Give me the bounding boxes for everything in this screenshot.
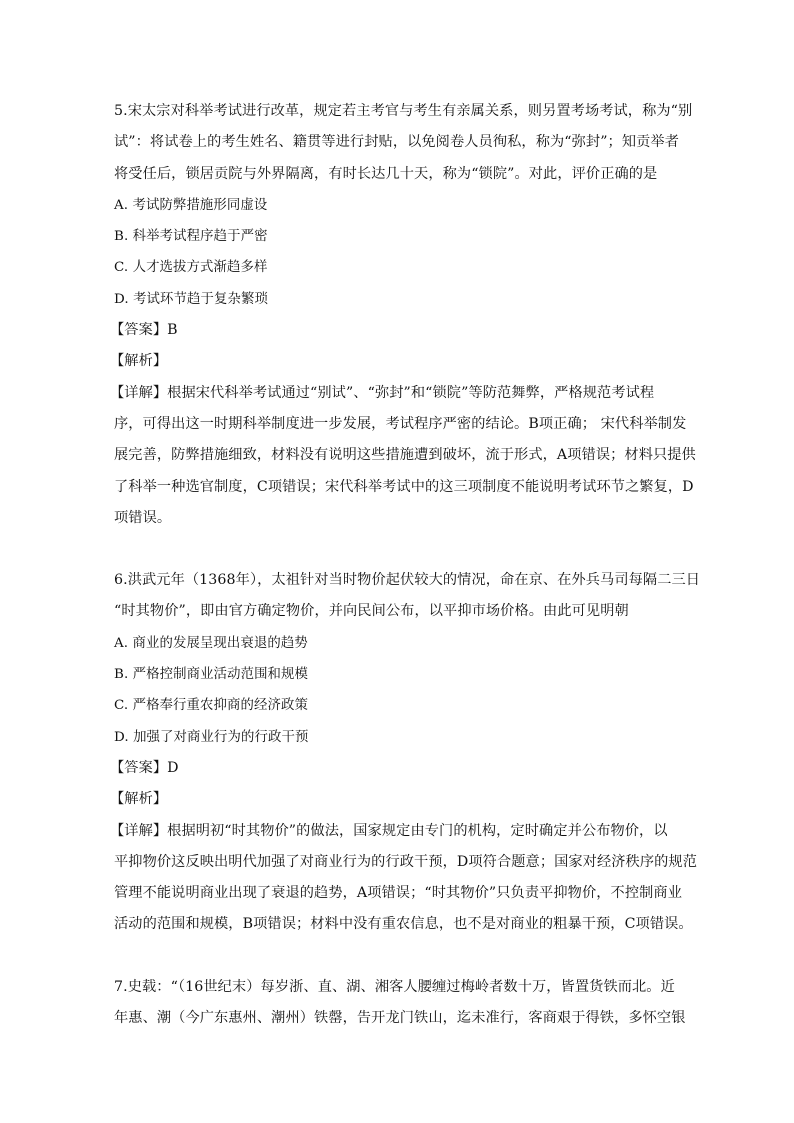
- question-stem-line: 6.洪武元年（1368年），太祖针对当时物价起伏较大的情况，命在京、在外兵马司每隔二三日: [114, 572, 701, 589]
- detail-line: 活动的范围和规模，B项错误；材料中没有重农信息，也不是对商业的粗暴干预，C项错误。: [114, 916, 693, 933]
- question-5: [110, 96, 696, 534]
- question-stem-line: 年惠、潮（今广东惠州、潮州）铁罄，告开龙门铁山，迄未准行，客商艰于得铁，多怀空银: [114, 1010, 686, 1027]
- option-b: B. 科举考试程序趋于严密: [114, 229, 268, 245]
- spacer: [114, 941, 686, 972]
- analysis-label: 【解析】: [110, 791, 168, 808]
- question-stem-line: “时其物价”，即由官方确定物价，并向民间公布，以平抑市场价格。由此可见明朝: [114, 603, 629, 620]
- answer-label: 【答案】B: [110, 322, 178, 339]
- option-d: D. 加强了对商业行为的行政干预: [114, 729, 309, 745]
- question-stem-line: 试”：将试卷上的考生姓名、籍贯等进行封贴，以免阅卷人员徇私，称为“弥封”；知贡举者: [114, 134, 679, 151]
- detail-line: 序，可得出这一时期科举制度进一步发展，考试程序严密的结论。B项正确； 宋代科举制发: [114, 415, 687, 432]
- option-b: B. 严格控制商业活动范围和规模: [114, 667, 309, 683]
- question-7: [114, 972, 686, 1035]
- option-c: C. 严格奉行重农抑商的经济政策: [114, 698, 308, 714]
- option-a: A. 考试防弊措施形同虚设: [114, 197, 268, 213]
- question-stem-line: 将受任后，锁居贡院与外界隔离，有时长达几十天，称为“锁院”。对此，评价正确的是: [114, 165, 658, 182]
- option-d: D. 考试环节趋于复杂繁琐: [114, 291, 268, 307]
- detail-line: 了科举一种选官制度，C项错误；宋代科举考试中的这三项制度不能说明考试环节之繁复，D: [114, 478, 694, 495]
- answer-label: 【答案】D: [110, 759, 179, 776]
- spacer: [114, 534, 686, 565]
- question-6: [110, 565, 701, 941]
- detail-line: 管理不能说明商业出现了衰退的趋势，A项错误；“时其物价”只负责平抑物价，不控制商业: [114, 885, 682, 902]
- detail-line: 项错误。: [114, 509, 172, 526]
- detail-line: 展完善，防弊措施细致，材料没有说明这些措施遭到破坏，流于形式，A项错误；材料只提供: [114, 447, 696, 464]
- question-stem-line: 7.史载：“（16世纪末）每岁浙、直、湖、湘客人腰缠过梅岭者数十万，皆置货铁而北。近: [114, 978, 675, 995]
- detail-line: 平抑物价这反映出明代加强了对商业行为的行政干预，D项符合题意；国家对经济秩序的规范: [114, 853, 697, 870]
- option-c: C. 人才选拔方式渐趋多样: [114, 260, 268, 276]
- option-a: A. 商业的发展呈现出衰退的趋势: [114, 635, 308, 651]
- document-page: [110, 96, 701, 1034]
- question-stem-line: 5.宋太宗对科举考试进行改革，规定若主考官与考生有亲属关系，则另置考场考试，称为“别: [114, 103, 693, 119]
- detail-line: 【详解】根据明初“时其物价”的做法，国家规定由专门的机构，定时确定并公布物价，以: [110, 822, 668, 839]
- analysis-label: 【解析】: [110, 353, 168, 370]
- detail-line: 【详解】根据宋代科举考试通过“别试”、“弥封”和“锁院”等防范舞弊，严格规范考试程: [110, 384, 655, 401]
